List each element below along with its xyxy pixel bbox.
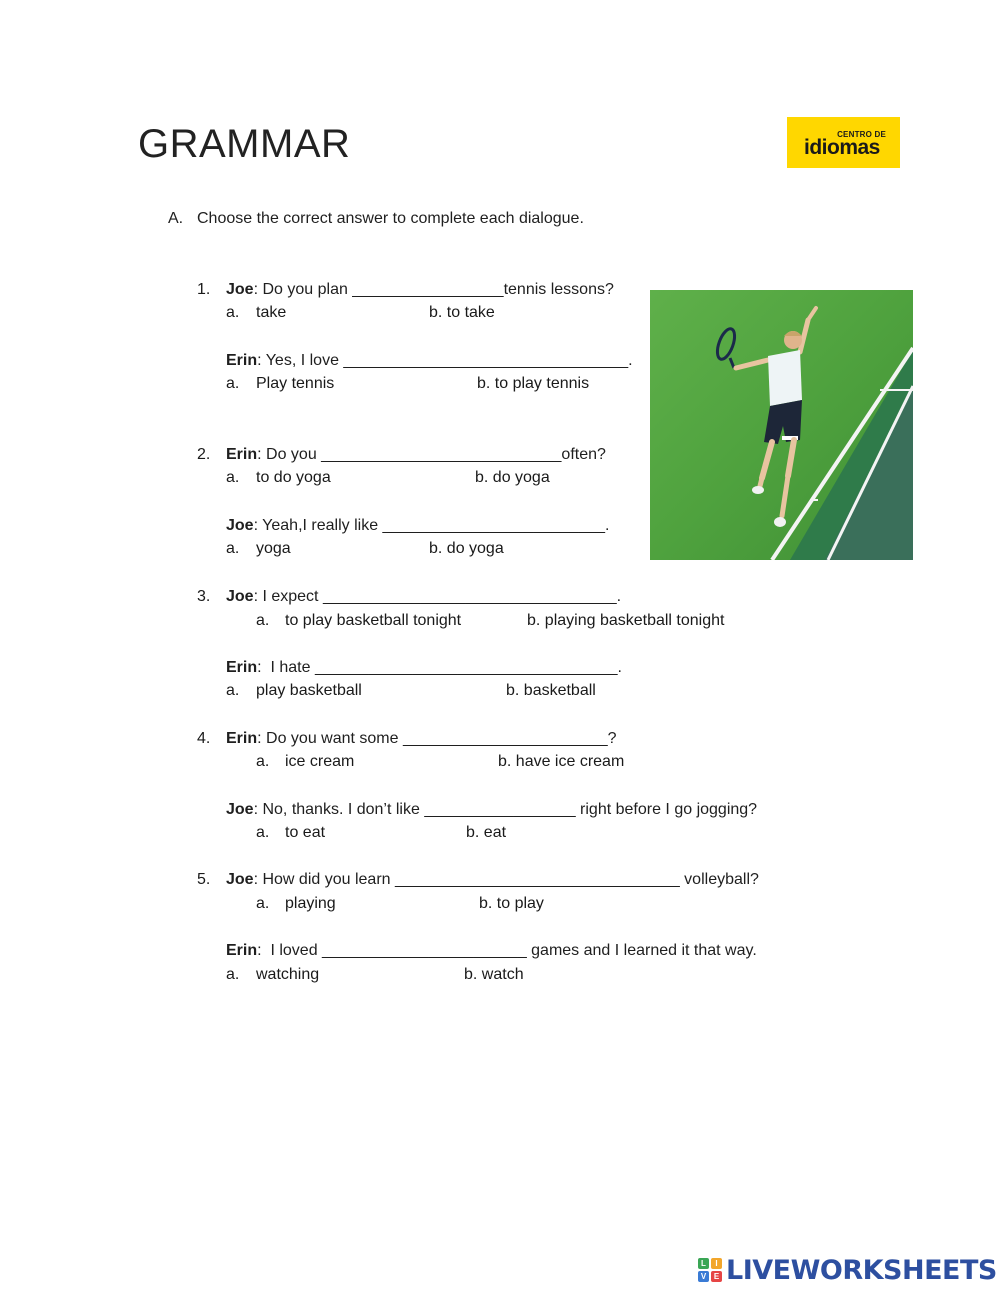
dialogue-text: : How did you learn ________________________________ volleyball? [253,871,759,888]
option-a-marker: a. [226,304,240,321]
dialogue-text: : No, thanks. I don’t like _________________ right before I go jogging? [253,801,758,818]
option-b[interactable]: b. do yoga [429,540,504,557]
centro-de-idiomas-logo [787,117,900,168]
option-b[interactable]: b. playing basketball tonight [527,612,725,629]
option-a[interactable]: play basketball [256,682,362,699]
cube-l: L [698,1258,709,1269]
option-b[interactable]: b. to take [429,304,495,321]
option-a[interactable]: ice cream [285,753,355,770]
dialogue-line [226,445,606,465]
speaker-name: Erin [226,446,258,463]
cube-i: I [711,1258,722,1269]
dialogue-line [226,800,757,820]
option-a-marker: a. [226,375,240,392]
page-title: GRAMMAR [138,122,351,166]
dialogue-text: : Do you ___________________________often? [257,446,606,463]
speaker-name: Joe [226,517,254,534]
liveworksheets-cubes-icon [698,1258,722,1282]
tennis-court-illustration [650,290,913,560]
speaker-name: Joe [226,588,254,605]
option-a[interactable]: to play basketball tonight [285,612,462,629]
option-b[interactable]: b. have ice cream [498,753,625,770]
speaker-name: Erin [226,659,258,676]
option-b[interactable]: b. to play tennis [477,375,590,392]
option-a-marker: a. [256,753,270,770]
question-number: 2. [197,446,211,463]
option-a-marker: a. [226,682,240,699]
dialogue-line [226,729,617,749]
dialogue-line [226,351,633,371]
option-a[interactable]: playing [285,895,336,912]
dialogue-line [226,280,614,300]
option-b[interactable]: b. to play [479,895,544,912]
liveworksheets-brand-text: LIVEWORKSHEETS [726,1254,997,1286]
cube-e: E [711,1271,722,1282]
option-b[interactable]: b. watch [464,966,524,983]
dialogue-line [226,941,757,961]
dialogue-line [226,658,622,678]
question-number: 4. [197,730,211,747]
dialogue-line [226,587,621,607]
question-number: 5. [197,871,211,888]
option-a-marker: a. [256,612,270,629]
tennis-player-photo [650,290,913,560]
option-a-marker: a. [226,966,240,983]
option-a[interactable]: to do yoga [256,469,331,486]
instruction-marker: A. [168,210,184,227]
question-number: 3. [197,588,211,605]
option-a[interactable]: watching [256,966,320,983]
dialogue-line [226,870,759,890]
dialogue-text: : Do you plan _________________tennis lessons? [253,281,614,298]
option-a[interactable]: yoga [256,540,291,557]
logo-big-text: idiomas [804,136,880,159]
option-b[interactable]: b. basketball [506,682,596,699]
option-a[interactable]: to eat [285,824,326,841]
option-b[interactable]: b. eat [466,824,507,841]
liveworksheets-logo[interactable] [698,1254,997,1286]
option-b[interactable]: b. do yoga [475,469,550,486]
question-number: 1. [197,281,211,298]
option-a[interactable]: Play tennis [256,375,335,392]
speaker-name: Erin [226,942,258,959]
dialogue-line [226,516,609,536]
dialogue-text: : Yes, I love ________________________________. [257,352,633,369]
dialogue-text: : Yeah,I really like _________________________. [253,517,610,534]
dialogue-text: : I hate __________________________________. [257,659,622,676]
option-a[interactable]: take [256,304,287,321]
speaker-name: Joe [226,281,254,298]
speaker-name: Erin [226,352,258,369]
dialogue-text: : I expect _________________________________. [253,588,622,605]
speaker-name: Joe [226,871,254,888]
option-a-marker: a. [226,469,240,486]
speaker-name: Joe [226,801,254,818]
speaker-name: Erin [226,730,258,747]
cube-v: V [698,1271,709,1282]
dialogue-text: : Do you want some _______________________? [257,730,617,747]
option-a-marker: a. [256,824,270,841]
logo-small-text: CENTRO DE [837,130,886,139]
option-a-marker: a. [256,895,270,912]
option-a-marker: a. [226,540,240,557]
instruction-text: Choose the correct answer to complete each dialogue. [197,210,584,227]
dialogue-text: : I loved _______________________ games and I learned it that way. [257,942,757,959]
